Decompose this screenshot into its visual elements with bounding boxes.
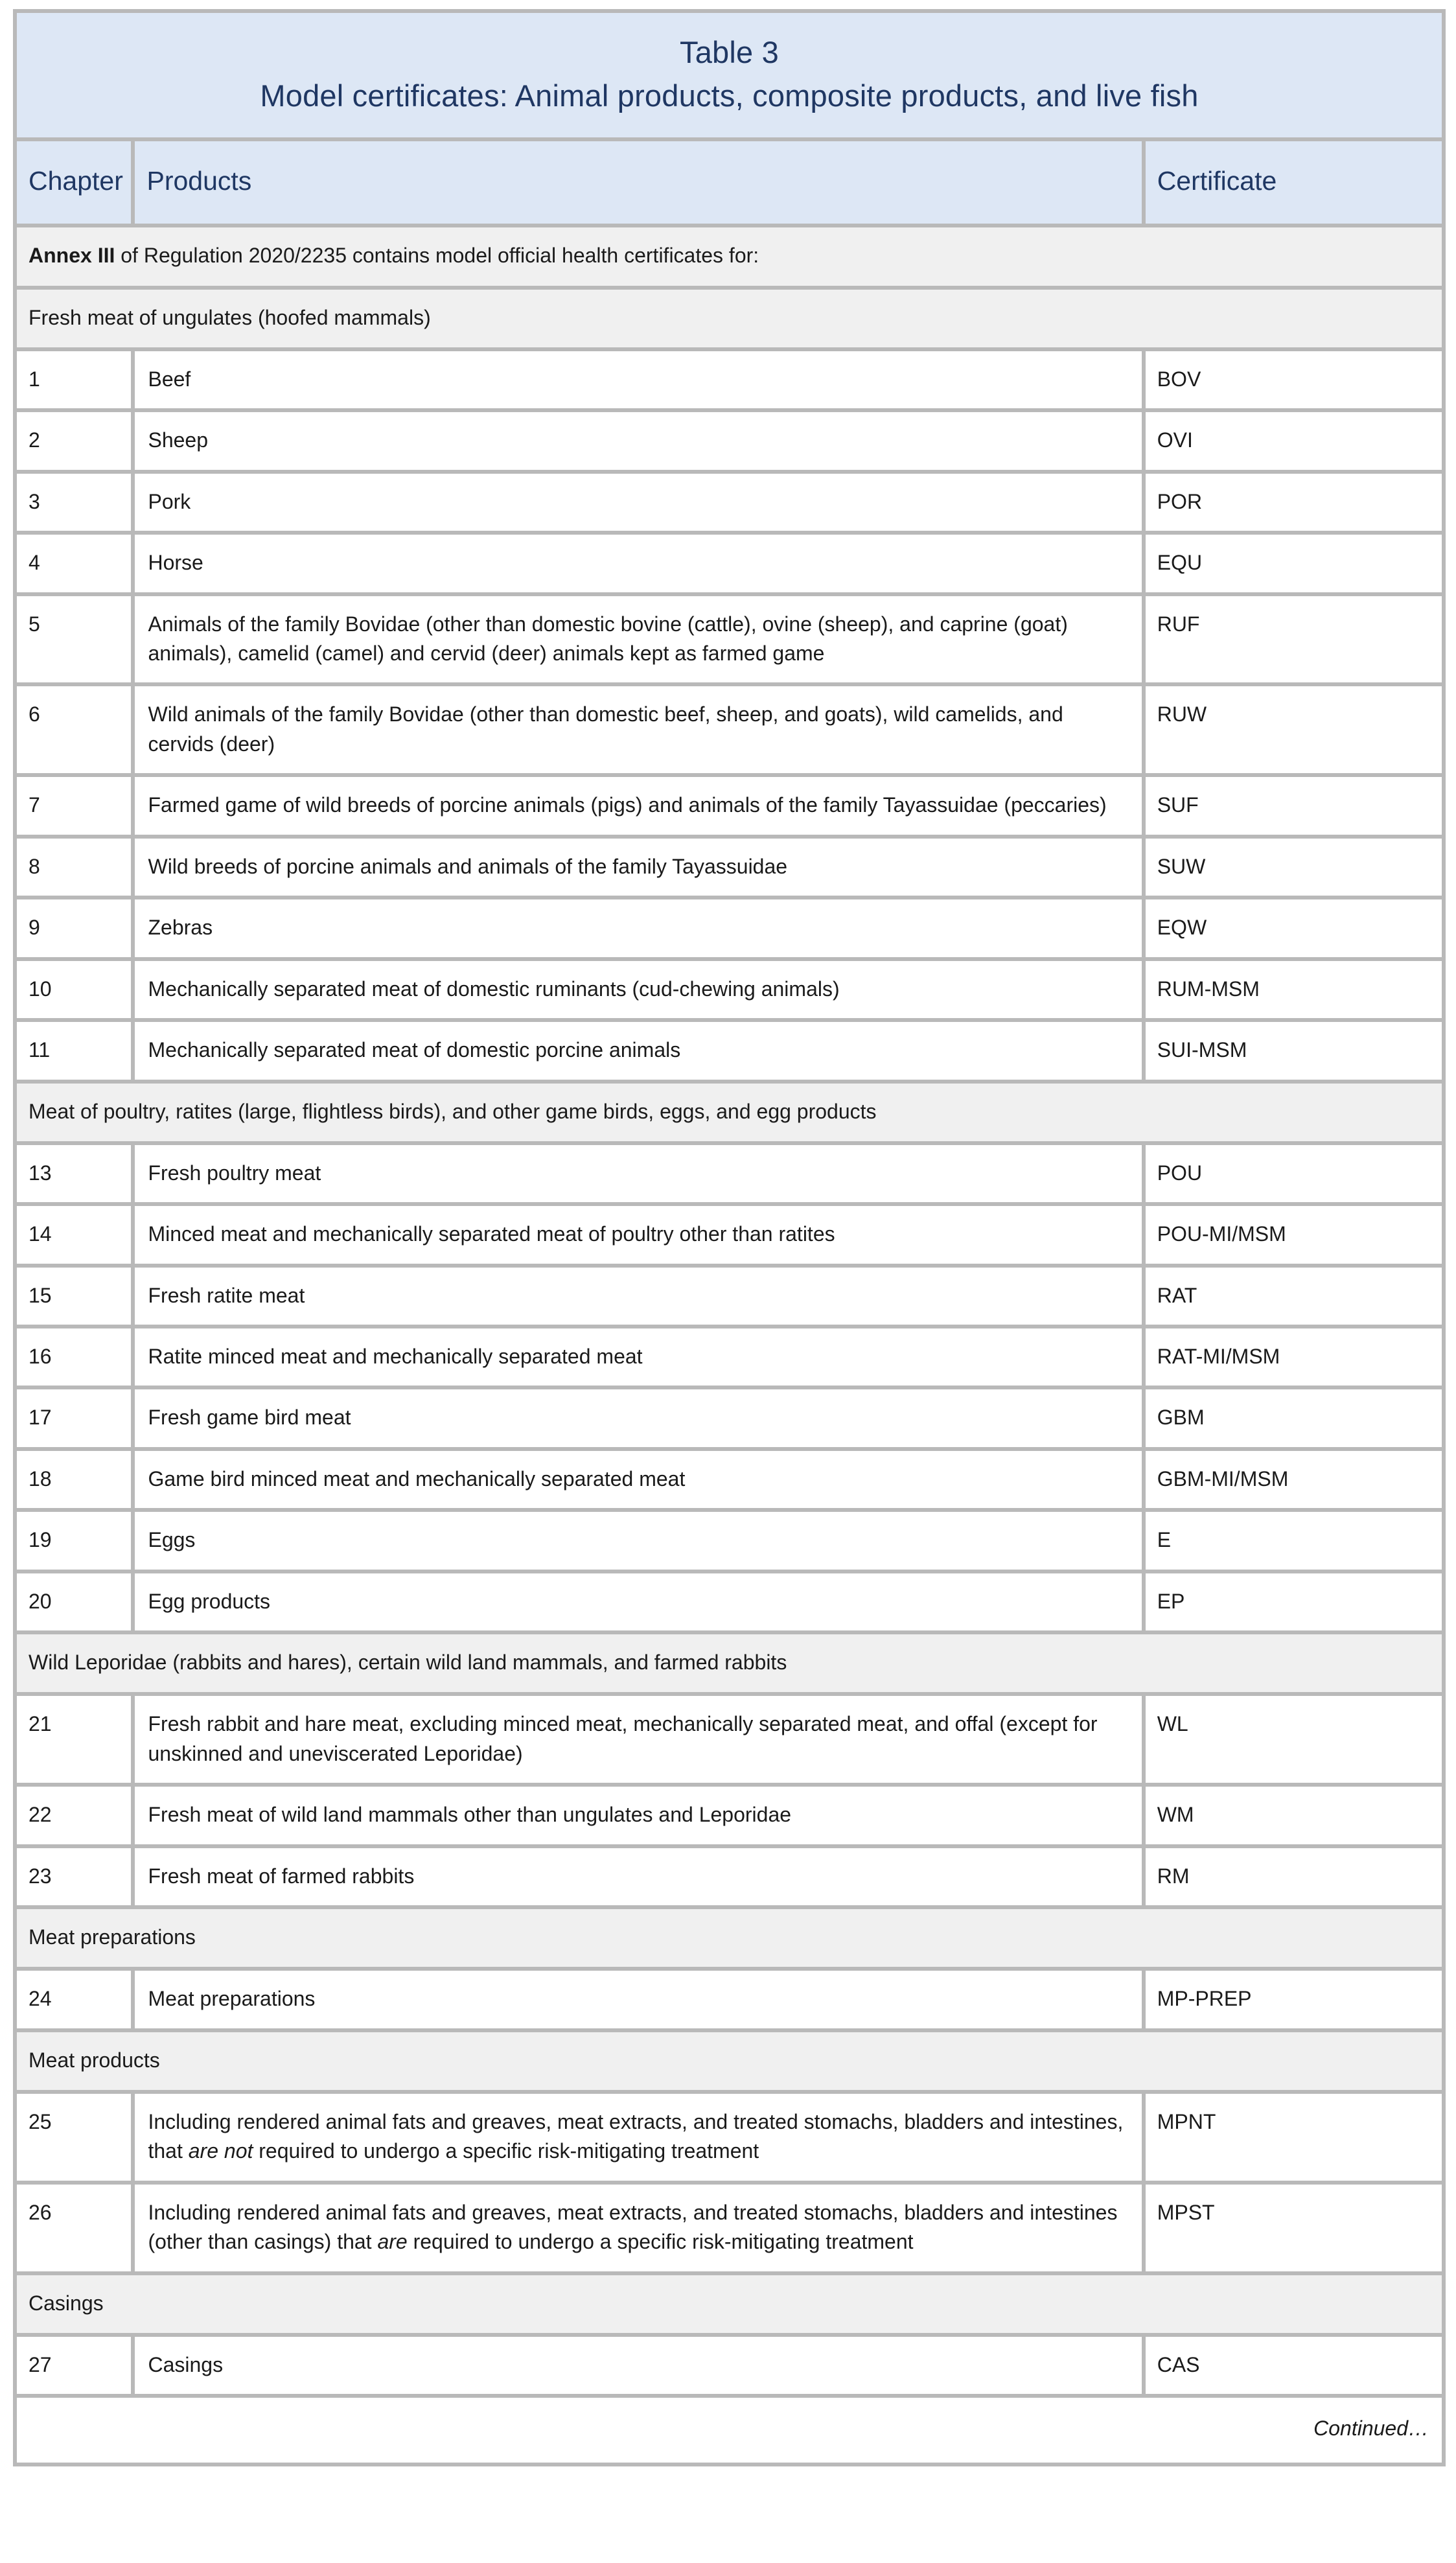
cell-certificate: RUF bbox=[1146, 596, 1446, 687]
cell-certificate: POR bbox=[1146, 474, 1446, 535]
cell-certificate: RAT-MI/MSM bbox=[1146, 1328, 1446, 1389]
cell-product: Fresh rabbit and hare meat, excluding minced meat, mechanically separated meat, and offal (except for unskinned and uneviscerated Leporidae) bbox=[135, 1696, 1145, 1787]
cell-product: Minced meat and mechanically separated meat of poultry other than ratites bbox=[135, 1206, 1145, 1267]
cell-chapter: 7 bbox=[17, 777, 135, 838]
section-row bbox=[17, 1084, 1446, 1145]
table-caption: Model certificates: Animal products, composite products, and live fish bbox=[260, 78, 1199, 113]
table-row bbox=[17, 1389, 1446, 1450]
cell-chapter: 4 bbox=[17, 535, 135, 596]
cell-certificate: POU-MI/MSM bbox=[1146, 1206, 1446, 1267]
intro-text: of Regulation 2020/2235 contains model official health certificates for: bbox=[115, 244, 759, 268]
product-text-post: required to undergo a specific risk-mitigating treatment bbox=[253, 2139, 759, 2163]
cell-chapter: 24 bbox=[17, 1971, 135, 2032]
table-row bbox=[17, 412, 1446, 473]
cell-chapter: 2 bbox=[17, 412, 135, 473]
cell-product: Mechanically separated meat of domestic ruminants (cud-chewing animals) bbox=[135, 961, 1145, 1022]
table-row bbox=[17, 1573, 1446, 1634]
table-row bbox=[17, 2337, 1446, 2398]
table-number: Table 3 bbox=[680, 35, 779, 69]
table-row bbox=[17, 2094, 1446, 2185]
table-row bbox=[17, 839, 1446, 899]
section-row bbox=[17, 2032, 1446, 2094]
cell-certificate: GBM-MI/MSM bbox=[1146, 1451, 1446, 1512]
section-meat-preparations: Meat preparations bbox=[17, 1909, 1446, 1971]
cell-certificate: SUI-MSM bbox=[1146, 1022, 1446, 1083]
column-header-certificate: Certificate bbox=[1146, 141, 1446, 227]
intro-cell bbox=[17, 227, 1446, 289]
table-row bbox=[17, 961, 1446, 1022]
column-header-row bbox=[17, 141, 1446, 227]
cell-product: Game bird minced meat and mechanically separated meat bbox=[135, 1451, 1145, 1512]
table-row bbox=[17, 777, 1446, 838]
section-poultry: Meat of poultry, ratites (large, flightless birds), and other game birds, eggs, and egg products bbox=[17, 1084, 1446, 1145]
cell-chapter: 27 bbox=[17, 2337, 135, 2398]
section-row bbox=[17, 2275, 1446, 2337]
product-text-pre: Including rendered animal fats and greaves, meat extracts, and treated stomachs, bladders and intestines, that bbox=[148, 2109, 1124, 2163]
cell-chapter: 8 bbox=[17, 839, 135, 899]
table-row bbox=[17, 1787, 1446, 1848]
table-title-cell bbox=[17, 13, 1446, 141]
table-row bbox=[17, 1971, 1446, 2032]
table-row bbox=[17, 1512, 1446, 1573]
cell-certificate: OVI bbox=[1146, 412, 1446, 473]
table-row bbox=[17, 899, 1446, 960]
cell-chapter: 13 bbox=[17, 1145, 135, 1206]
cell-product: Eggs bbox=[135, 1512, 1145, 1573]
cell-product: Casings bbox=[135, 2337, 1145, 2398]
cell-product bbox=[135, 2094, 1145, 2185]
cell-product: Farmed game of wild breeds of porcine animals (pigs) and animals of the family Tayassuidae (peccaries) bbox=[135, 777, 1145, 838]
cell-certificate: RUW bbox=[1146, 686, 1446, 777]
column-header-products: Products bbox=[135, 141, 1145, 227]
cell-certificate: POU bbox=[1146, 1145, 1446, 1206]
cell-product: Zebras bbox=[135, 899, 1145, 960]
table-row bbox=[17, 535, 1446, 596]
table-row bbox=[17, 1206, 1446, 1267]
cell-product: Animals of the family Bovidae (other than domestic bovine (cattle), ovine (sheep), and caprine (goat) animals), camelid (camel) and cervid (deer) animals kept as farmed game bbox=[135, 596, 1145, 687]
cell-chapter: 17 bbox=[17, 1389, 135, 1450]
cell-certificate: CAS bbox=[1146, 2337, 1446, 2398]
table-row bbox=[17, 1328, 1446, 1389]
cell-product: Horse bbox=[135, 535, 1145, 596]
cell-product: Fresh ratite meat bbox=[135, 1268, 1145, 1328]
cell-certificate: RM bbox=[1146, 1848, 1446, 1909]
cell-certificate: BOV bbox=[1146, 351, 1446, 412]
cell-chapter: 11 bbox=[17, 1022, 135, 1083]
table-title-row bbox=[17, 13, 1446, 141]
cell-certificate: WM bbox=[1146, 1787, 1446, 1848]
table-row bbox=[17, 474, 1446, 535]
cell-chapter: 22 bbox=[17, 1787, 135, 1848]
table-row bbox=[17, 1145, 1446, 1206]
cell-product: Egg products bbox=[135, 1573, 1145, 1634]
cell-chapter: 20 bbox=[17, 1573, 135, 1634]
cell-certificate: WL bbox=[1146, 1696, 1446, 1787]
section-fresh-meat-ungulates: Fresh meat of ungulates (hoofed mammals) bbox=[17, 290, 1446, 351]
column-header-chapter: Chapter bbox=[17, 141, 135, 227]
cell-certificate: MPST bbox=[1146, 2185, 1446, 2275]
table-row bbox=[17, 1268, 1446, 1328]
table-row bbox=[17, 351, 1446, 412]
cell-chapter: 6 bbox=[17, 686, 135, 777]
cell-chapter: 5 bbox=[17, 596, 135, 687]
cell-product: Fresh meat of wild land mammals other than ungulates and Leporidae bbox=[135, 1787, 1145, 1848]
cell-product bbox=[135, 2185, 1145, 2275]
cell-product: Ratite minced meat and mechanically separated meat bbox=[135, 1328, 1145, 1389]
cell-chapter: 23 bbox=[17, 1848, 135, 1909]
product-text-emphasis: are not bbox=[188, 2139, 253, 2163]
cell-product: Fresh meat of farmed rabbits bbox=[135, 1848, 1145, 1909]
cell-chapter: 19 bbox=[17, 1512, 135, 1573]
cell-product: Sheep bbox=[135, 412, 1145, 473]
cell-chapter: 10 bbox=[17, 961, 135, 1022]
cell-certificate: RAT bbox=[1146, 1268, 1446, 1328]
cell-certificate: RUM-MSM bbox=[1146, 961, 1446, 1022]
table-row bbox=[17, 1451, 1446, 1512]
cell-product: Wild animals of the family Bovidae (other than domestic beef, sheep, and goats), wild camelids, and cervids (deer) bbox=[135, 686, 1145, 777]
cell-chapter: 14 bbox=[17, 1206, 135, 1267]
section-leporidae: Wild Leporidae (rabbits and hares), certain wild land mammals, and farmed rabbits bbox=[17, 1634, 1446, 1696]
model-certificates-table bbox=[13, 9, 1446, 2466]
cell-chapter: 16 bbox=[17, 1328, 135, 1389]
cell-certificate: EQW bbox=[1146, 899, 1446, 960]
cell-chapter: 1 bbox=[17, 351, 135, 412]
section-casings: Casings bbox=[17, 2275, 1446, 2337]
cell-chapter: 25 bbox=[17, 2094, 135, 2185]
cell-certificate: MPNT bbox=[1146, 2094, 1446, 2185]
section-meat-products: Meat products bbox=[17, 2032, 1446, 2094]
product-text-pre: Including rendered animal fats and greaves, meat extracts, and treated stomachs, bladders and intestines (other than casings) that bbox=[148, 2200, 1118, 2254]
cell-product: Fresh poultry meat bbox=[135, 1145, 1145, 1206]
cell-chapter: 21 bbox=[17, 1696, 135, 1787]
cell-product: Meat preparations bbox=[135, 1971, 1145, 2032]
cell-product: Pork bbox=[135, 474, 1145, 535]
table-row bbox=[17, 2185, 1446, 2275]
intro-annex-label: Annex III bbox=[29, 244, 115, 268]
continued-label: Continued… bbox=[17, 2398, 1446, 2466]
cell-product: Beef bbox=[135, 351, 1145, 412]
cell-certificate: MP-PREP bbox=[1146, 1971, 1446, 2032]
cell-certificate: E bbox=[1146, 1512, 1446, 1573]
cell-chapter: 18 bbox=[17, 1451, 135, 1512]
cell-chapter: 15 bbox=[17, 1268, 135, 1328]
cell-product: Fresh game bird meat bbox=[135, 1389, 1145, 1450]
table-row bbox=[17, 596, 1446, 687]
table-row bbox=[17, 1022, 1446, 1083]
table-row bbox=[17, 1696, 1446, 1787]
cell-certificate: EQU bbox=[1146, 535, 1446, 596]
footer-row bbox=[17, 2398, 1446, 2466]
cell-chapter: 26 bbox=[17, 2185, 135, 2275]
cell-chapter: 3 bbox=[17, 474, 135, 535]
cell-chapter: 9 bbox=[17, 899, 135, 960]
section-row bbox=[17, 1909, 1446, 1971]
cell-certificate: SUW bbox=[1146, 839, 1446, 899]
product-text-emphasis: are bbox=[377, 2230, 408, 2254]
cell-certificate: EP bbox=[1146, 1573, 1446, 1634]
section-row bbox=[17, 290, 1446, 351]
product-text-post: required to undergo a specific risk-mitigating treatment bbox=[407, 2230, 914, 2254]
cell-product: Wild breeds of porcine animals and animals of the family Tayassuidae bbox=[135, 839, 1145, 899]
cell-product: Mechanically separated meat of domestic porcine animals bbox=[135, 1022, 1145, 1083]
table-row bbox=[17, 1848, 1446, 1909]
intro-row bbox=[17, 227, 1446, 289]
table-row bbox=[17, 686, 1446, 777]
cell-certificate: SUF bbox=[1146, 777, 1446, 838]
section-row bbox=[17, 1634, 1446, 1696]
cell-certificate: GBM bbox=[1146, 1389, 1446, 1450]
